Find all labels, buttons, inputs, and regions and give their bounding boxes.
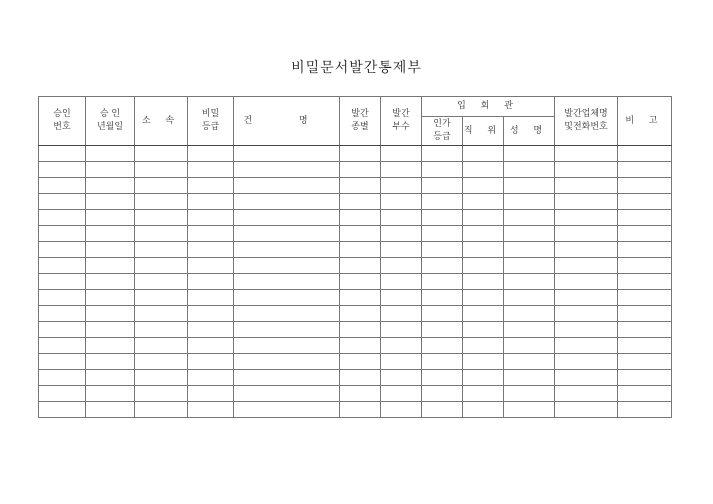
- table-cell[interactable]: [618, 354, 672, 370]
- table-cell[interactable]: [422, 146, 463, 162]
- table-cell[interactable]: [463, 258, 504, 274]
- header-secret-grade: [188, 97, 234, 146]
- table-cell[interactable]: [463, 194, 504, 210]
- table-cell[interactable]: [135, 162, 188, 178]
- table-cell[interactable]: [135, 322, 188, 338]
- table-cell[interactable]: [340, 354, 381, 370]
- table-cell[interactable]: [135, 258, 188, 274]
- table-cell[interactable]: [618, 402, 672, 418]
- table-cell[interactable]: [234, 322, 340, 338]
- header-publisher-line2: 및전화번호: [564, 122, 608, 132]
- table-cell[interactable]: [188, 242, 234, 258]
- header-approval-number: [39, 97, 86, 146]
- table-cell[interactable]: [463, 146, 504, 162]
- header-approval-number-line1: 승인: [53, 109, 71, 119]
- table-cell[interactable]: [234, 146, 340, 162]
- table-cell[interactable]: [422, 370, 463, 386]
- table-cell[interactable]: [381, 386, 422, 402]
- header-approval-number-line2: 번호: [53, 122, 71, 132]
- table-cell[interactable]: [504, 242, 555, 258]
- table-row: [39, 322, 672, 338]
- table-cell[interactable]: [422, 242, 463, 258]
- header-witness-clearance-line1: 인가: [433, 119, 451, 129]
- table-cell[interactable]: [39, 354, 86, 370]
- table-cell[interactable]: [340, 306, 381, 322]
- table-cell[interactable]: [618, 306, 672, 322]
- table-cell[interactable]: [422, 402, 463, 418]
- table-cell[interactable]: [504, 162, 555, 178]
- table-cell[interactable]: [463, 242, 504, 258]
- table-cell[interactable]: [86, 226, 135, 242]
- table-cell[interactable]: [463, 274, 504, 290]
- table-cell[interactable]: [555, 402, 618, 418]
- table-cell[interactable]: [618, 226, 672, 242]
- table-cell[interactable]: [188, 146, 234, 162]
- table-cell[interactable]: [463, 386, 504, 402]
- table-row: [39, 242, 672, 258]
- table-cell[interactable]: [135, 146, 188, 162]
- table-cell[interactable]: [188, 338, 234, 354]
- table-cell[interactable]: [422, 386, 463, 402]
- table-cell[interactable]: [555, 338, 618, 354]
- table-cell[interactable]: [188, 194, 234, 210]
- table-cell[interactable]: [463, 354, 504, 370]
- header-approval-date: [86, 97, 135, 146]
- table-cell[interactable]: [135, 274, 188, 290]
- table-cell[interactable]: [618, 178, 672, 194]
- table-cell[interactable]: [618, 210, 672, 226]
- table-cell[interactable]: [234, 226, 340, 242]
- header-issue-copies-line1: 발간: [392, 109, 410, 119]
- table-cell[interactable]: [188, 354, 234, 370]
- header-secret-grade-line1: 비밀: [201, 109, 220, 119]
- table-cell[interactable]: [381, 178, 422, 194]
- table-cell[interactable]: [39, 194, 86, 210]
- table-cell[interactable]: [234, 258, 340, 274]
- table-cell[interactable]: [135, 226, 188, 242]
- table-cell[interactable]: [340, 194, 381, 210]
- table-row: [39, 386, 672, 402]
- table-cell[interactable]: [188, 226, 234, 242]
- table-cell[interactable]: [39, 162, 86, 178]
- table-row: [39, 402, 672, 418]
- table-row: [39, 274, 672, 290]
- table-cell[interactable]: [381, 322, 422, 338]
- table-cell[interactable]: [504, 338, 555, 354]
- table-cell[interactable]: [234, 306, 340, 322]
- table-cell[interactable]: [340, 210, 381, 226]
- document-title: 비밀문서발간통제부: [291, 60, 422, 76]
- table-cell[interactable]: [39, 242, 86, 258]
- table-cell[interactable]: [188, 178, 234, 194]
- table-header: [39, 97, 672, 146]
- table-cell[interactable]: [86, 274, 135, 290]
- table-cell[interactable]: [340, 290, 381, 306]
- table-cell[interactable]: [618, 386, 672, 402]
- table-cell[interactable]: [555, 194, 618, 210]
- table-row: [39, 258, 672, 274]
- table-cell[interactable]: [39, 338, 86, 354]
- table-cell[interactable]: [504, 322, 555, 338]
- table-cell[interactable]: [86, 386, 135, 402]
- table-cell[interactable]: [422, 274, 463, 290]
- table-cell[interactable]: [135, 338, 188, 354]
- table-cell[interactable]: [504, 306, 555, 322]
- table-cell[interactable]: [188, 402, 234, 418]
- table-cell[interactable]: [618, 258, 672, 274]
- table-cell[interactable]: [422, 226, 463, 242]
- table-cell[interactable]: [86, 146, 135, 162]
- table-cell[interactable]: [340, 226, 381, 242]
- table-cell[interactable]: [504, 146, 555, 162]
- table-cell[interactable]: [234, 386, 340, 402]
- table-cell[interactable]: [504, 402, 555, 418]
- table-cell[interactable]: [86, 178, 135, 194]
- table-cell[interactable]: [39, 226, 86, 242]
- table-cell[interactable]: [422, 162, 463, 178]
- table-cell[interactable]: [340, 386, 381, 402]
- header-issue-copies-line2: 부수: [392, 122, 410, 132]
- header-witness-clearance-line2: 등급: [433, 132, 451, 142]
- table-cell[interactable]: [555, 146, 618, 162]
- header-remarks: [618, 97, 672, 146]
- table-cell[interactable]: [39, 322, 86, 338]
- table-cell[interactable]: [555, 274, 618, 290]
- table-cell[interactable]: [463, 178, 504, 194]
- table-cell[interactable]: [618, 290, 672, 306]
- header-approval-date-line2: 년월일: [96, 122, 124, 132]
- table-cell[interactable]: [381, 194, 422, 210]
- table-cell[interactable]: [381, 226, 422, 242]
- table-body: [39, 146, 672, 418]
- table-cell[interactable]: [39, 386, 86, 402]
- table-cell[interactable]: [86, 338, 135, 354]
- table-cell[interactable]: [381, 210, 422, 226]
- table-cell[interactable]: [86, 258, 135, 274]
- table-cell[interactable]: [135, 194, 188, 210]
- table-cell[interactable]: [39, 258, 86, 274]
- table-row: [39, 162, 672, 178]
- table-row: [39, 338, 672, 354]
- table-cell[interactable]: [422, 306, 463, 322]
- header-affiliation: [135, 97, 188, 146]
- table-row: [39, 146, 672, 162]
- table-cell[interactable]: [618, 162, 672, 178]
- header-witness-group-label: 입 회 관: [457, 101, 519, 111]
- table-cell[interactable]: [381, 258, 422, 274]
- table-row: [39, 306, 672, 322]
- table-cell[interactable]: [234, 338, 340, 354]
- table-cell[interactable]: [381, 274, 422, 290]
- table-cell[interactable]: [618, 274, 672, 290]
- table-cell[interactable]: [234, 274, 340, 290]
- table-cell[interactable]: [86, 402, 135, 418]
- table-cell[interactable]: [188, 274, 234, 290]
- table-row: [39, 178, 672, 194]
- table-cell[interactable]: [618, 194, 672, 210]
- header-subject: [234, 97, 340, 146]
- table-row: [39, 354, 672, 370]
- table-cell[interactable]: [504, 370, 555, 386]
- table-cell[interactable]: [555, 370, 618, 386]
- table-cell[interactable]: [135, 210, 188, 226]
- table-cell[interactable]: [86, 162, 135, 178]
- table-cell[interactable]: [340, 242, 381, 258]
- header-witness-group: [422, 97, 555, 117]
- table-cell[interactable]: [340, 402, 381, 418]
- table-cell[interactable]: [340, 162, 381, 178]
- table-cell[interactable]: [463, 370, 504, 386]
- table-cell[interactable]: [188, 386, 234, 402]
- table-row: [39, 194, 672, 210]
- table-cell[interactable]: [504, 226, 555, 242]
- table-row: [39, 290, 672, 306]
- table-cell[interactable]: [234, 290, 340, 306]
- table-cell[interactable]: [39, 402, 86, 418]
- table-row: [39, 226, 672, 242]
- table-cell[interactable]: [234, 402, 340, 418]
- table-cell[interactable]: [39, 306, 86, 322]
- table-cell[interactable]: [340, 274, 381, 290]
- table-cell[interactable]: [39, 370, 86, 386]
- table-cell[interactable]: [381, 162, 422, 178]
- table-cell[interactable]: [381, 242, 422, 258]
- table-cell[interactable]: [618, 322, 672, 338]
- table-cell[interactable]: [422, 210, 463, 226]
- table-cell[interactable]: [135, 402, 188, 418]
- header-secret-grade-line2: 등급: [201, 122, 220, 132]
- table-cell[interactable]: [463, 290, 504, 306]
- table-cell[interactable]: [504, 386, 555, 402]
- table-cell[interactable]: [340, 178, 381, 194]
- table-cell[interactable]: [504, 258, 555, 274]
- table-cell[interactable]: [422, 322, 463, 338]
- header-publisher: [555, 97, 618, 146]
- header-issue-type: [340, 97, 381, 146]
- table-cell[interactable]: [340, 370, 381, 386]
- table-cell[interactable]: [555, 306, 618, 322]
- table-cell[interactable]: [555, 178, 618, 194]
- table-cell[interactable]: [135, 370, 188, 386]
- table-cell[interactable]: [135, 290, 188, 306]
- table-cell[interactable]: [39, 210, 86, 226]
- header-issue-copies: [381, 97, 422, 146]
- table-cell[interactable]: [340, 322, 381, 338]
- header-witness-name-label: 성 명: [509, 125, 549, 136]
- table-cell[interactable]: [463, 322, 504, 338]
- table-cell[interactable]: [86, 210, 135, 226]
- table-cell[interactable]: [234, 194, 340, 210]
- table-cell[interactable]: [340, 258, 381, 274]
- table-cell[interactable]: [422, 258, 463, 274]
- table-cell[interactable]: [86, 306, 135, 322]
- table-cell[interactable]: [135, 178, 188, 194]
- table-cell[interactable]: [39, 274, 86, 290]
- table-cell[interactable]: [188, 210, 234, 226]
- table-cell[interactable]: [188, 306, 234, 322]
- table-cell[interactable]: [188, 370, 234, 386]
- table-cell[interactable]: [422, 354, 463, 370]
- table-cell[interactable]: [340, 338, 381, 354]
- table-cell[interactable]: [618, 146, 672, 162]
- table-cell[interactable]: [86, 242, 135, 258]
- table-cell[interactable]: [135, 386, 188, 402]
- table-cell[interactable]: [234, 242, 340, 258]
- header-subject-label: 건 명: [243, 115, 330, 126]
- table-cell[interactable]: [381, 402, 422, 418]
- table-cell[interactable]: [555, 322, 618, 338]
- table-cell[interactable]: [463, 226, 504, 242]
- table-cell[interactable]: [463, 338, 504, 354]
- header-issue-type-line2: 종별: [351, 122, 369, 132]
- table-cell[interactable]: [504, 274, 555, 290]
- table-row: [39, 370, 672, 386]
- secret-document-control-table: [38, 96, 672, 418]
- table-cell[interactable]: [463, 306, 504, 322]
- table-cell[interactable]: [504, 290, 555, 306]
- table-cell[interactable]: [555, 242, 618, 258]
- table-cell[interactable]: [422, 178, 463, 194]
- table-cell[interactable]: [463, 402, 504, 418]
- table-cell[interactable]: [39, 290, 86, 306]
- table-cell[interactable]: [504, 354, 555, 370]
- table-cell[interactable]: [555, 226, 618, 242]
- table-cell[interactable]: [555, 210, 618, 226]
- table-cell[interactable]: [188, 290, 234, 306]
- table-cell[interactable]: [340, 146, 381, 162]
- table-row: [39, 210, 672, 226]
- table-cell[interactable]: [422, 290, 463, 306]
- table-cell[interactable]: [504, 178, 555, 194]
- table-cell[interactable]: [188, 258, 234, 274]
- header-witness-position-label: 직 위: [463, 125, 503, 136]
- table-cell[interactable]: [234, 210, 340, 226]
- table-cell[interactable]: [422, 338, 463, 354]
- table-cell[interactable]: [504, 194, 555, 210]
- table-cell[interactable]: [381, 338, 422, 354]
- header-issue-type-line1: 발간: [351, 109, 369, 119]
- table-cell[interactable]: [135, 306, 188, 322]
- header-witness-position: [463, 117, 504, 146]
- table-cell[interactable]: [188, 322, 234, 338]
- table-cell[interactable]: [422, 194, 463, 210]
- table-cell[interactable]: [39, 178, 86, 194]
- table-cell[interactable]: [463, 210, 504, 226]
- table-cell[interactable]: [234, 370, 340, 386]
- header-publisher-line1: 발간업체명: [564, 109, 608, 119]
- table-cell[interactable]: [618, 242, 672, 258]
- table-cell[interactable]: [188, 162, 234, 178]
- table-cell[interactable]: [86, 370, 135, 386]
- table-cell[interactable]: [381, 146, 422, 162]
- table-cell[interactable]: [555, 386, 618, 402]
- table-cell[interactable]: [135, 242, 188, 258]
- table-cell[interactable]: [381, 306, 422, 322]
- table-cell[interactable]: [86, 354, 135, 370]
- table-cell[interactable]: [618, 370, 672, 386]
- table-cell[interactable]: [234, 178, 340, 194]
- table-cell[interactable]: [618, 338, 672, 354]
- table-cell[interactable]: [555, 354, 618, 370]
- table-cell[interactable]: [504, 210, 555, 226]
- header-witness-name: [504, 117, 555, 146]
- table-cell[interactable]: [135, 354, 188, 370]
- table-cell[interactable]: [86, 290, 135, 306]
- table-cell[interactable]: [555, 162, 618, 178]
- table-cell[interactable]: [234, 162, 340, 178]
- table-cell[interactable]: [463, 162, 504, 178]
- header-approval-date-line1: 승 인: [99, 109, 121, 119]
- table-cell[interactable]: [86, 322, 135, 338]
- table-cell[interactable]: [381, 290, 422, 306]
- table-cell[interactable]: [381, 370, 422, 386]
- header-remarks-label: 비 고: [625, 115, 664, 126]
- table-cell[interactable]: [555, 290, 618, 306]
- table-cell[interactable]: [86, 194, 135, 210]
- table-cell[interactable]: [39, 146, 86, 162]
- table-cell[interactable]: [234, 354, 340, 370]
- table-cell[interactable]: [555, 258, 618, 274]
- header-affiliation-label: 소 속: [141, 115, 181, 126]
- header-witness-clearance: [422, 117, 463, 146]
- table-cell[interactable]: [381, 354, 422, 370]
